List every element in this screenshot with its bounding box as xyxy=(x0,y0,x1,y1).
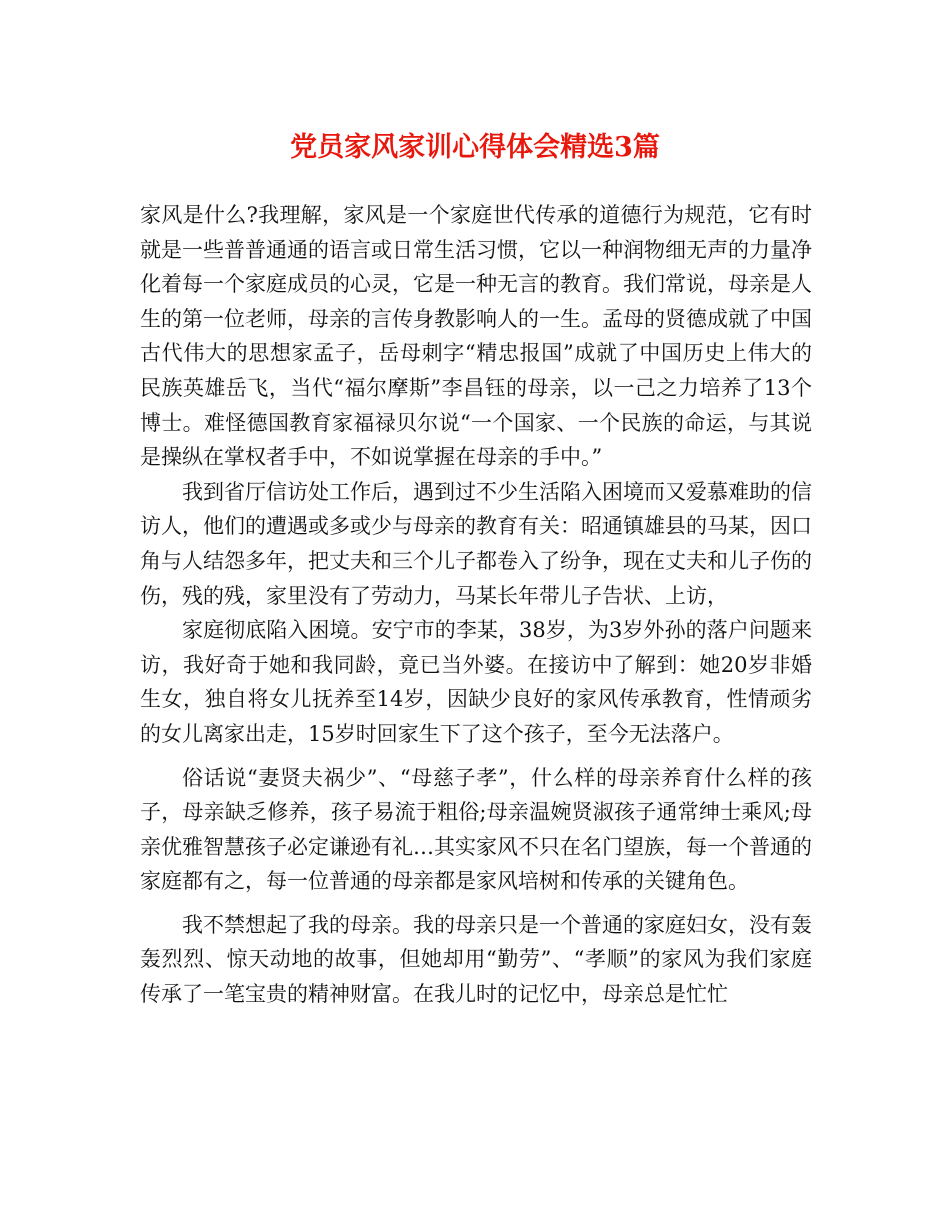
paragraph-2: 我到省厅信访处工作后，遇到过不少生活陷入困境而又爱慕难助的信访人，他们的遭遇或多或少与母亲的教育有关：昭通镇雄县的马某，因口角与人结怨多年，把丈夫和三个儿子都卷入了纷争，现在丈夫和儿子伤的伤，残的残，家里没有了劳动力，马某长年带儿子告状、上访， xyxy=(140,479,812,608)
paragraph-5: 我不禁想起了我的母亲。我的母亲只是一个普通的家庭妇女，没有轰轰烈烈、惊天动地的故事，但她却用“勤劳”、“孝顺”的家风为我们家庭传承了一笔宝贵的精神财富。在我儿时的记忆中，母亲总是忙忙 xyxy=(140,912,812,1007)
document-title: 党员家风家训心得体会精选3篇 xyxy=(290,132,660,163)
paragraph-1: 家风是什么?我理解，家风是一个家庭世代传承的道德行为规范，它有时就是一些普普通通的语言或日常生活习惯，它以一种润物细无声的力量净化着每一个家庭成员的心灵，它是一种无言的教育。我们常说，母亲是人生的第一位老师，母亲的言传身教影响人的一生。孟母的贤德成就了中国古代伟大的思想家孟子，岳母刺字“精忠报国”成就了中国历史上伟大的民族英雄岳飞，当代“福尔摩斯”李昌钰的母亲，以一己之力培养了13个博士。难怪德国教育家福禄贝尔说“一个国家、一个民族的命运，与其说是操纵在掌权者手中，不如说掌握在母亲的手中。” xyxy=(140,203,812,470)
paragraph-3: 家庭彻底陷入困境。安宁市的李某，38岁，为3岁外孙的落户问题来访，我好奇于她和我同龄，竟已当外婆。在接访中了解到：她20岁非婚生女，独自将女儿抚养至14岁，因缺少良好的家风传承教育，性情顽劣的女儿离家出走，15岁时回家生下了这个孩子，至今无法落户。 xyxy=(140,618,812,746)
document-body xyxy=(140,198,812,1012)
paragraph-4: 俗话说“妻贤夫祸少”、“母慈子孝”，什么样的母亲养育什么样的孩子，母亲缺乏修养，孩子易流于粗俗;母亲温婉贤淑孩子通常绅士乘风;母亲优雅智慧孩子必定谦逊有礼…其实家风不只在名门望族，每一个普通的家庭都有之，每一位普通的母亲都是家风培树和传承的关键角色。 xyxy=(140,765,812,894)
